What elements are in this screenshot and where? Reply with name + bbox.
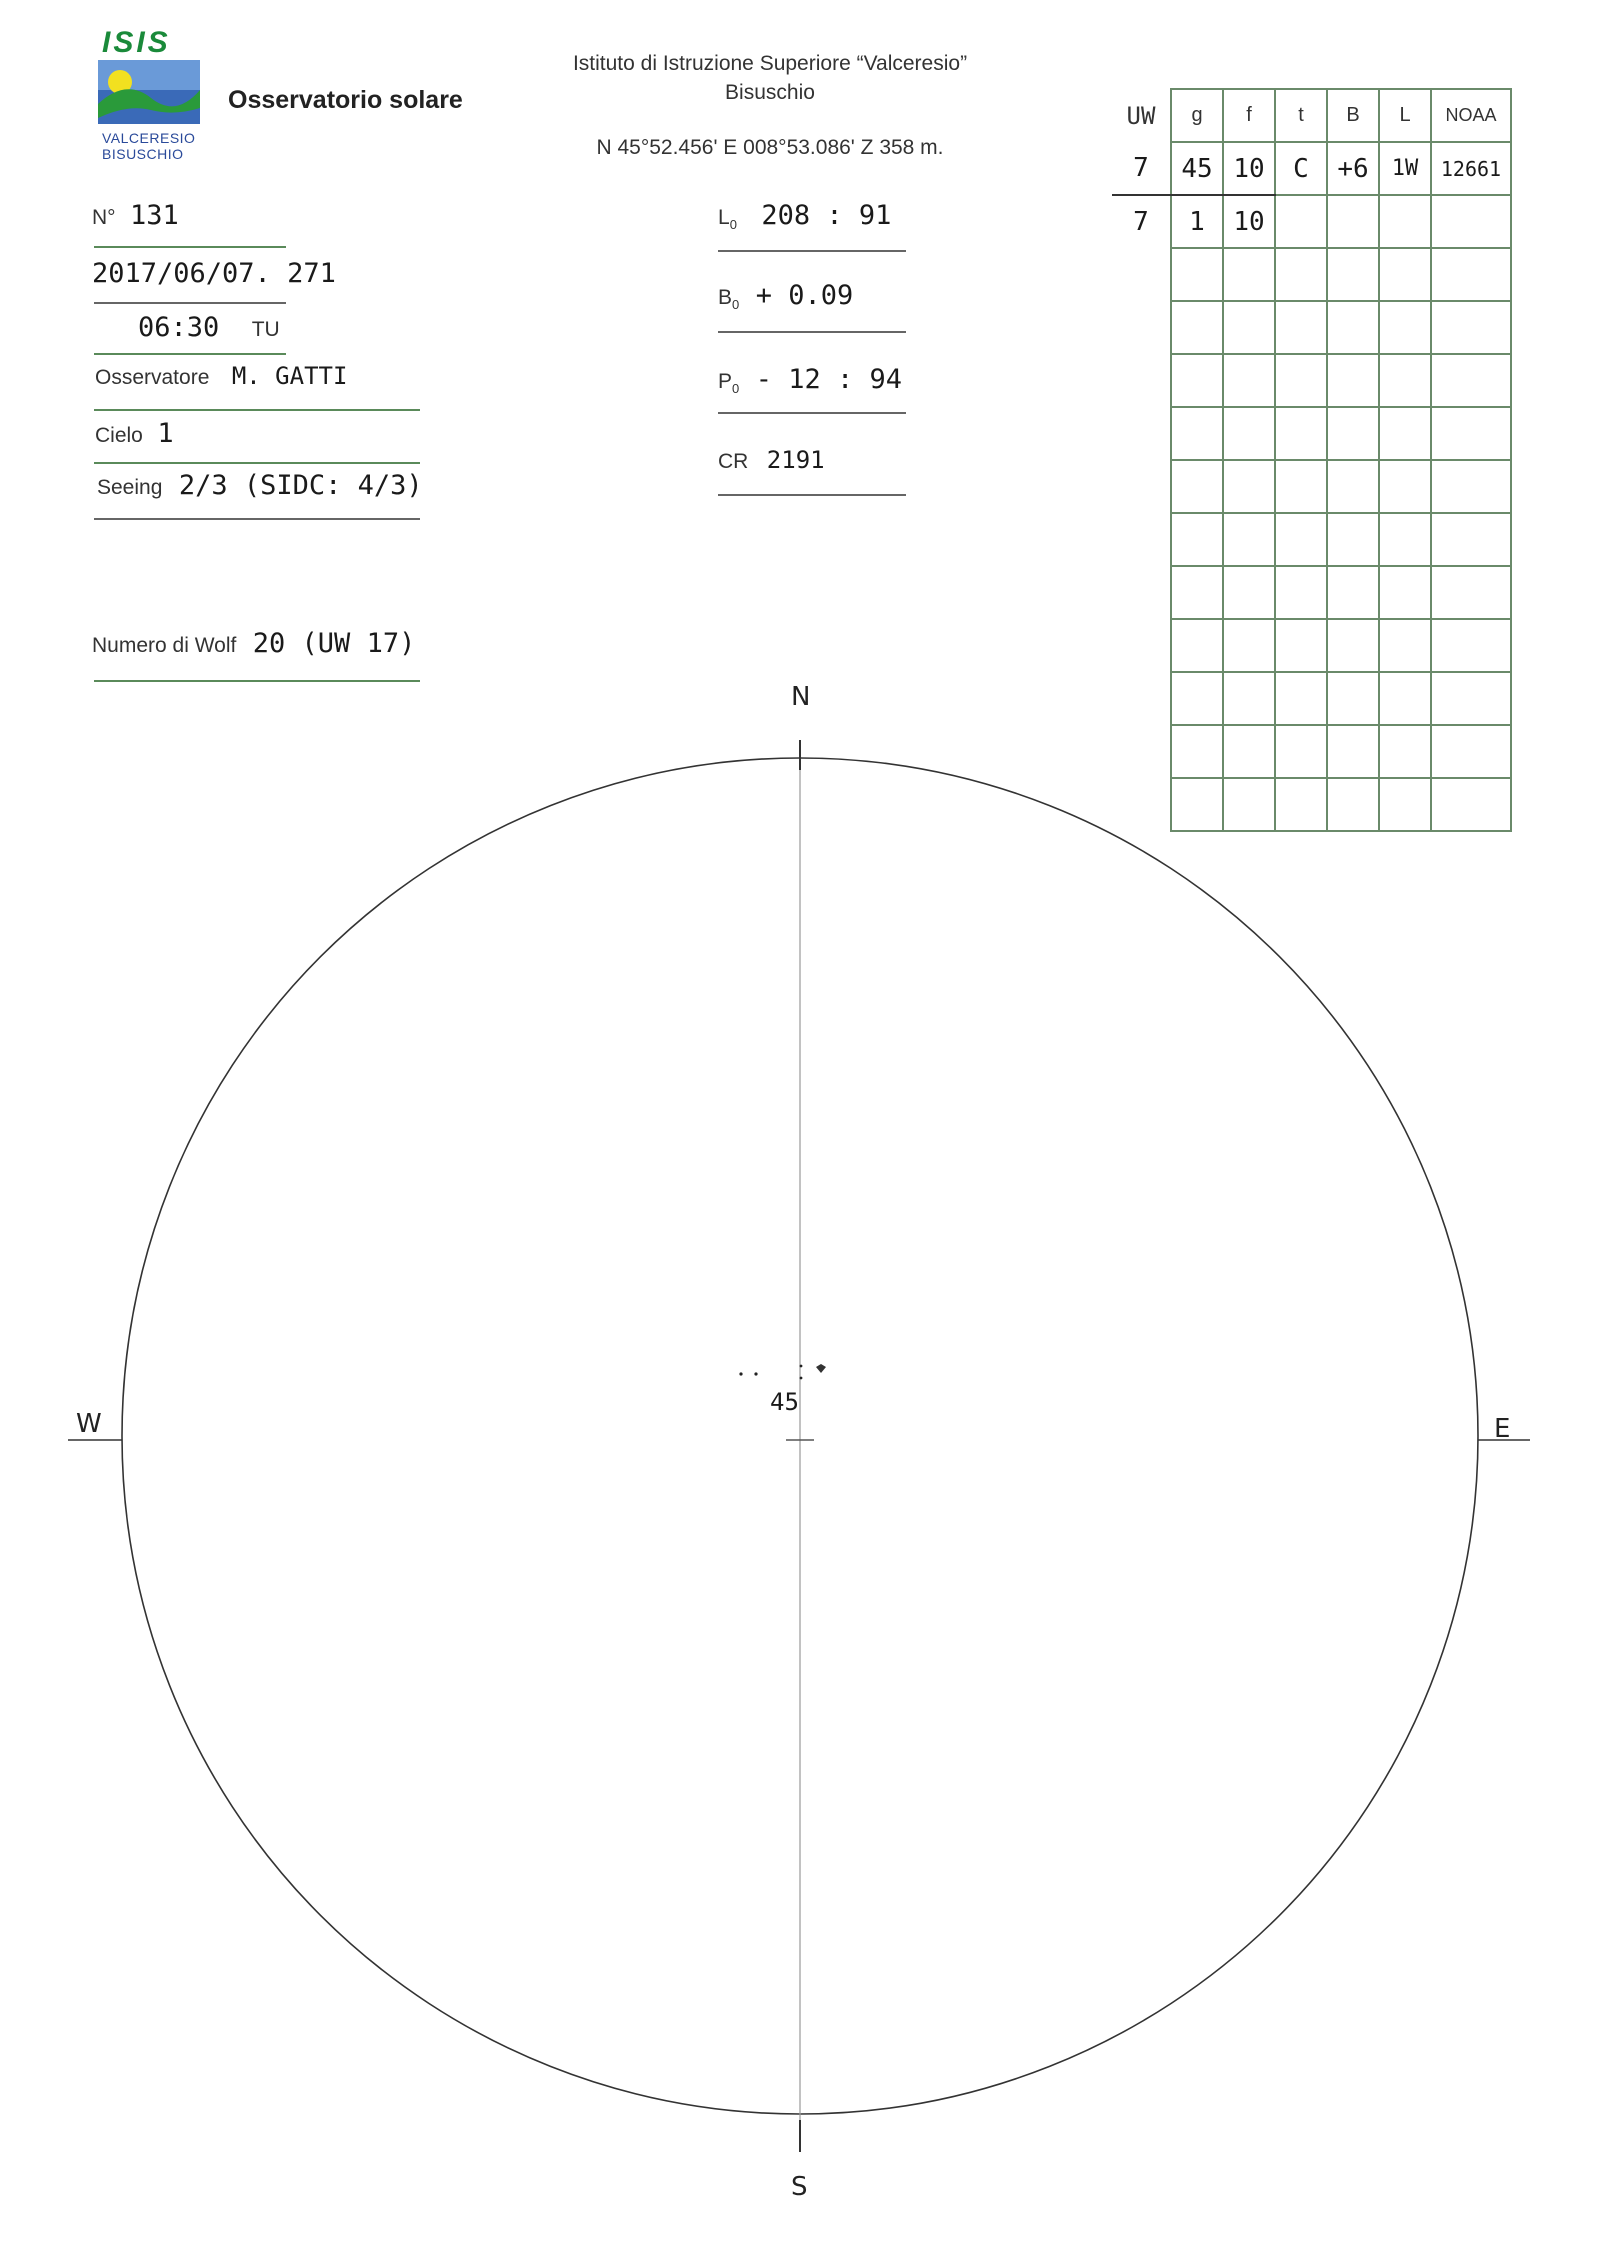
logo-text: ISIS <box>102 26 171 59</box>
south-label: S <box>791 2172 808 2202</box>
sunspot <box>800 1377 803 1380</box>
logo-caption-2: BISUSCHIO <box>102 146 184 162</box>
cr-value: 2191 <box>766 446 825 474</box>
east-label: E <box>1494 1414 1511 1444</box>
sunspot <box>739 1372 742 1375</box>
col-header-t: t <box>1275 89 1327 142</box>
p0-label: $P_0$ <box>718 370 740 397</box>
institute-name: Istituto di Istruzione Superiore “Valceresio” <box>572 52 968 75</box>
col-header-noaa: NOAA <box>1431 89 1511 142</box>
cr-label: CR <box>718 450 749 473</box>
observation-time-value: 06:30 <box>138 312 220 343</box>
row1-f: 10 <box>1223 142 1275 195</box>
seeing-value: 2/3 (SIDC: 4/3) <box>178 470 423 501</box>
b0-value: + 0.09 <box>755 280 854 311</box>
col-header-l: L <box>1379 89 1431 142</box>
sunspot <box>754 1372 757 1375</box>
row2-uw: 7 <box>1112 195 1171 248</box>
north-label: N <box>791 682 811 712</box>
observatory-coordinates: N 45°52.456' E 008°53.086' Z 358 m. <box>596 136 944 159</box>
west-label: W <box>76 1409 102 1439</box>
row1-t: C <box>1275 142 1327 195</box>
wolf-label: Numero di Wolf <box>92 634 237 657</box>
observation-time-unit: TU <box>251 318 280 341</box>
row1-noaa: 12661 <box>1431 142 1511 195</box>
observation-date: 2017/06/07. 271 <box>92 258 336 289</box>
p0-value: - 12 : 94 <box>755 364 903 395</box>
col-header-f: f <box>1223 89 1275 142</box>
l0-label: $L_0$ <box>718 206 737 233</box>
row1-b: +6 <box>1327 142 1379 195</box>
row1-uw: 7 <box>1112 142 1171 195</box>
sunspot <box>800 1365 803 1368</box>
row1-l: 1W <box>1379 142 1431 195</box>
col-header-uw: UW <box>1112 89 1171 142</box>
sky-label: Cielo <box>95 424 143 447</box>
group-label: 45 <box>770 1388 799 1416</box>
observer-value: M. GATTI <box>231 362 348 390</box>
report-number-label: N° <box>92 206 116 229</box>
wolf-value: 20 (UW 17) <box>252 628 416 659</box>
row2-g: 1 <box>1171 195 1223 248</box>
l0-value: 208 : 91 <box>761 200 892 231</box>
observer-label: Osservatore <box>95 366 210 389</box>
page-title: Osservatorio solare <box>228 86 463 114</box>
sky-value: 1 <box>157 418 174 449</box>
report-number-value: 131 <box>130 200 179 231</box>
institute-town: Bisuschio <box>725 81 815 104</box>
row2-f: 10 <box>1223 195 1275 248</box>
col-header-b: B <box>1327 89 1379 142</box>
b0-label: $B_0$ <box>718 286 740 313</box>
col-header-g: g <box>1171 89 1223 142</box>
sunspot-umbra <box>816 1364 826 1373</box>
seeing-label: Seeing <box>97 476 163 499</box>
row1-g: 45 <box>1171 142 1223 195</box>
logo-caption-1: VALCERESIO <box>102 130 196 146</box>
